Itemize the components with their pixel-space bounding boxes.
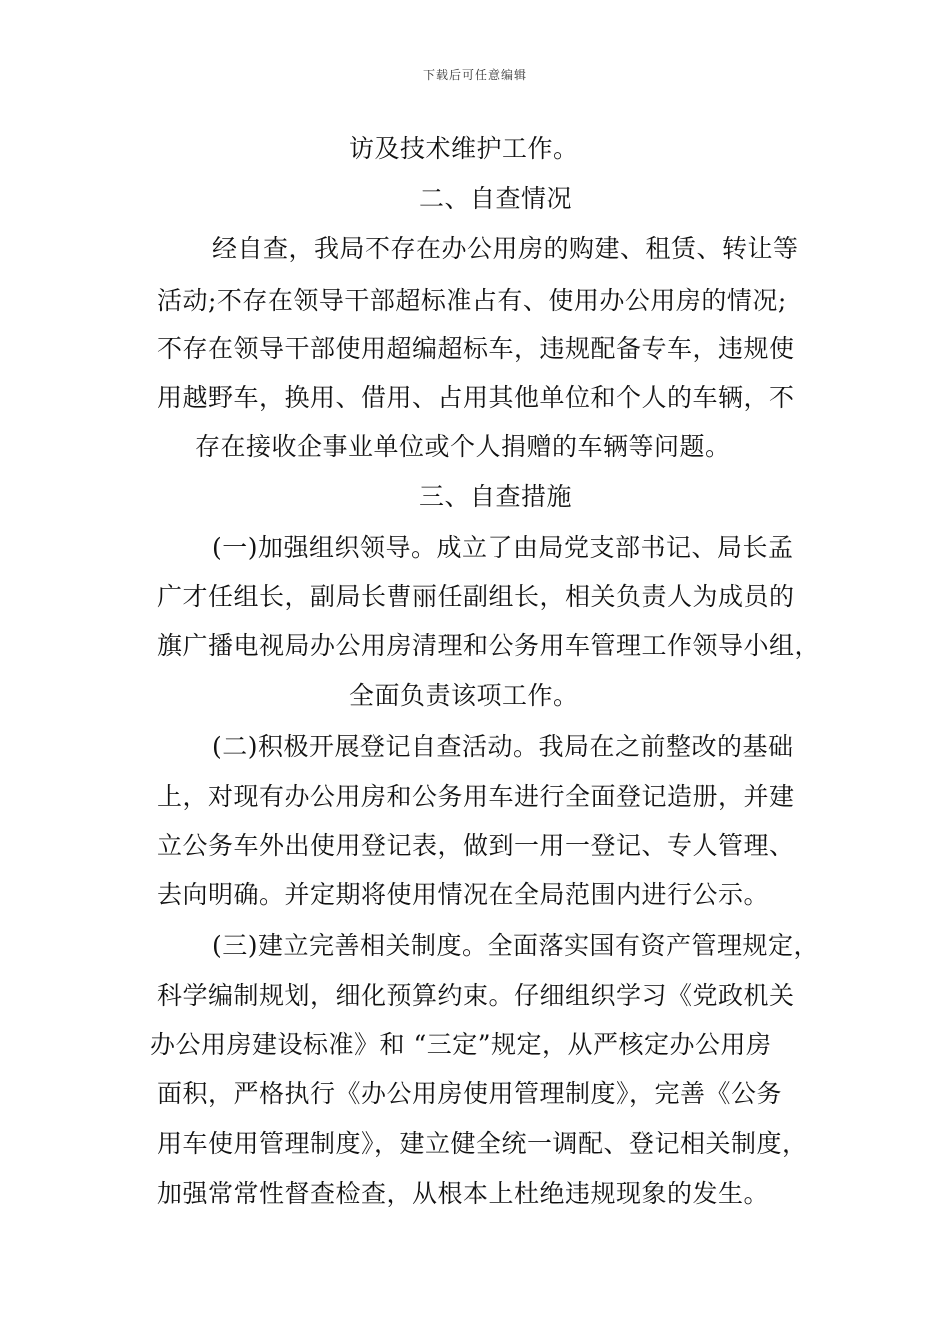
section-heading: 二、自查情况 (419, 184, 573, 213)
page-header: 下载后可任意编辑 (422, 68, 527, 82)
paragraph-line: (三)建立完善相关制度。全面落实国有资产管理规定， (212, 931, 820, 960)
paragraph-line: 全面负责该项工作。 (349, 681, 579, 710)
paragraph-line: 科学编制规划，细化预算约束。仔细组织学习《党政机关 (157, 981, 795, 1010)
paragraph-line: (一)加强组织领导。成立了由局党支部书记、局长孟 (212, 533, 794, 562)
paragraph-line: 用越野车，换用、借用、占用其他单位和个人的车辆，不 (157, 383, 795, 412)
paragraph-line: 办公用房建设标准》和 “三定”规定，从严核定办公用房 (150, 1030, 772, 1059)
paragraph-line: (二)积极开展登记自查活动。我局在之前整改的基础 (212, 732, 794, 761)
paragraph-line: 活动;不存在领导干部超标准占有、使用办公用房的情况; (157, 286, 787, 315)
paragraph-line: 用车使用管理制度》，建立健全统一调配、登记相关制度， (157, 1129, 808, 1158)
paragraph-line: 广才任组长，副局长曹丽任副组长，相关负责人为成员的 (157, 582, 795, 611)
paragraph-line: 存在接收企事业单位或个人捐赠的车辆等问题。 (195, 432, 731, 461)
paragraph-line: 加强常常性督查检查，从根本上杜绝违规现象的发生。 (157, 1179, 770, 1208)
paragraph-line: 去向明确。并定期将使用情况在全局范围内进行公示。 (157, 880, 770, 909)
paragraph-line: 经自查，我局不存在办公用房的购建、租赁、转让等 (212, 234, 799, 263)
paragraph-line: 不存在领导干部使用超编超标车，违规配备专车，违规使 (157, 334, 795, 363)
paragraph-line: 访及技术维护工作。 (349, 134, 579, 163)
section-heading: 三、自查措施 (419, 482, 573, 511)
paragraph-line: 立公务车外出使用登记表，做到一用一登记、专人管理、 (157, 831, 795, 860)
paragraph-line: 上，对现有办公用房和公务用车进行全面登记造册，并建 (157, 782, 795, 811)
paragraph-line: 面积，严格执行《办公用房使用管理制度》，完善《公务 (157, 1079, 783, 1108)
paragraph-line: 旗广播电视局办公用房清理和公务用车管理工作领导小组， (157, 631, 821, 660)
